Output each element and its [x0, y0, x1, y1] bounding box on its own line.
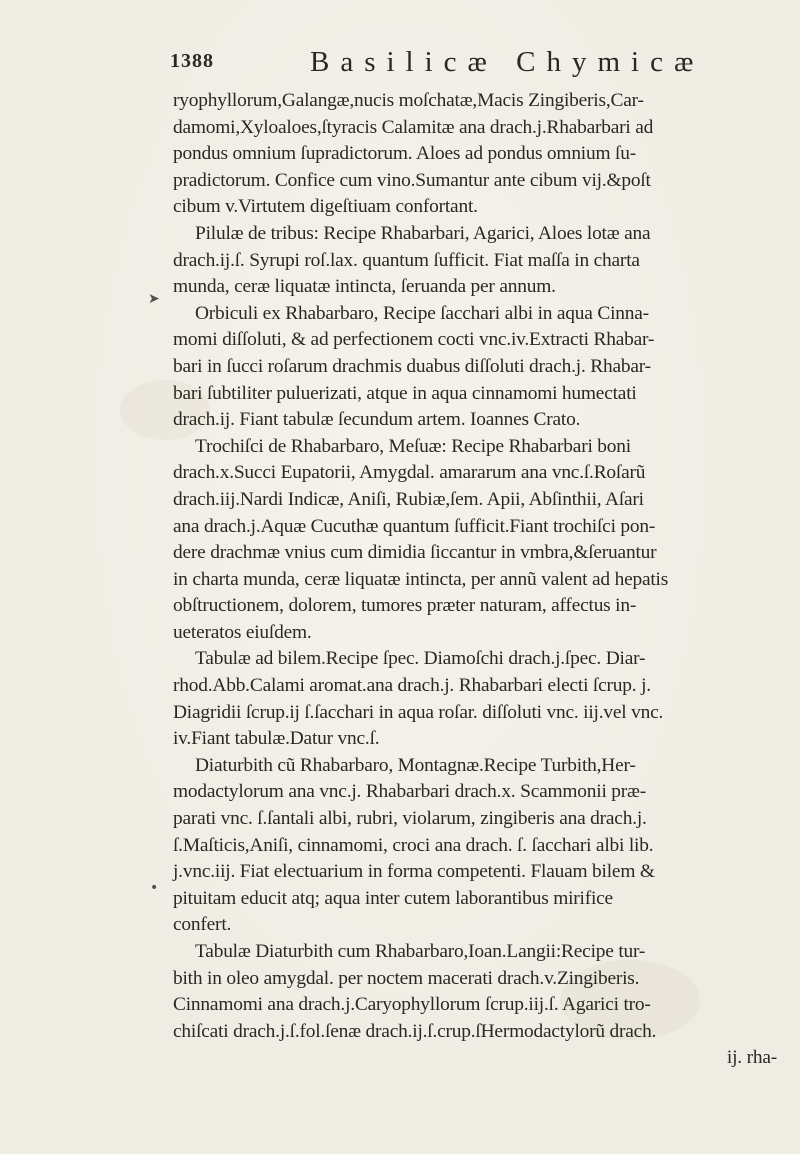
text-line: Diaturbith cũ Rhabarbaro, Montagnæ.Recipe Turbith,Her- — [195, 754, 636, 776]
text-line: Cinnamomi ana drach.j.Caryophyllorum ſcrup.iij.ſ. Agarici tro- — [173, 994, 651, 1016]
text-line: bari in ſucci roſarum drachmis duabus diſſoluti drach.j. Rhabar- — [173, 355, 651, 377]
text-line: pradictorum. Confice cum vino.Sumantur ante cibum vij.&poſt — [173, 169, 651, 191]
text-line: bith in oleo amygdal. per noctem macerati drach.v.Zingiberis. — [173, 967, 640, 989]
text-line: drach.iij.Nardi Indicæ, Aniſi, Rubiæ,ſem. Apii, Abſinthii, Aſari — [173, 488, 644, 510]
text-line: munda, ceræ liquatæ intincta, ſeruanda per annum. — [173, 276, 556, 298]
text-line: damomi,Xyloaloes,ſtyracis Calamitæ ana drach.j.Rhabarbari ad — [173, 116, 654, 138]
text-line: drach.x.Succi Eupatorii, Amygdal. amararum ana vnc.ſ.Roſarũ — [173, 462, 646, 484]
text-line: in charta munda, ceræ liquatæ intincta, per annũ valent ad hepatis — [173, 568, 669, 590]
page-number: 1388 — [170, 50, 214, 72]
text-line: modactylorum ana vnc.j. Rhabarbari drach.x. Scammonii præ- — [173, 781, 647, 803]
margin-dot-mark: • — [150, 880, 159, 896]
text-line: rhod.Abb.Calami aromat.ana drach.j. Rhabarbari electi ſcrup. j. — [173, 675, 651, 697]
text-line: Orbiculi ex Rhabarbaro, Recipe ſacchari albi in aqua Cinna- — [195, 302, 649, 324]
text-line: bari ſubtiliter puluerizati, atque in aqua cinnamomi humectati — [173, 382, 637, 404]
text-line: iv.Fiant tabulæ.Datur vnc.ſ. — [173, 728, 380, 750]
text-line: drach.ij. Fiant tabulæ ſecundum artem. Ioannes Crato. — [173, 409, 581, 431]
text-line: ueteratos eiuſdem. — [173, 621, 312, 643]
text-line: Tabulæ ad bilem.Recipe ſpec. Diamoſchi drach.j.ſpec. Diar- — [195, 648, 646, 670]
body-text — [173, 88, 785, 1072]
running-head: Basilicæ Chymicæ — [310, 46, 705, 78]
text-line: ryophyllorum,Galangæ,nucis moſchatæ,Macis Zingiberis,Car- — [173, 90, 644, 111]
text-line: ana drach.j.Aquæ Cucuthæ quantum ſufficit.Fiant trochiſci pon- — [173, 515, 656, 537]
text-line: j.vnc.iij. Fiat electuarium in forma competenti. Flauam bilem & — [173, 861, 655, 883]
text-line: Trochiſci de Rhabarbaro, Meſuæ: Recipe Rhabarbari boni — [195, 435, 631, 457]
text-line: ſ.Maſticis,Aniſi, cinnamomi, croci ana drach. ſ. ſacchari albi lib. — [173, 834, 654, 856]
text-line: cibum v.Virtutem digeſtiuam confortant. — [173, 196, 478, 218]
page-header — [170, 46, 770, 86]
text-line: Diagridii ſcrup.ij ſ.ſacchari in aqua roſar. diſſoluti vnc. iij.vel vnc. — [173, 701, 664, 723]
text-line: drach.ij.ſ. Syrupi roſ.lax. quantum ſufficit. Fiat maſſa in charta — [173, 249, 640, 271]
margin-arrow-mark: ➤ — [148, 291, 160, 307]
text-line: pondus omnium ſupradictorum. Aloes ad pondus omnium ſu- — [173, 143, 636, 165]
text-line: momi diſſoluti, & ad perfectionem cocti vnc.iv.Extracti Rhabar- — [173, 329, 655, 351]
text-line: dere drachmæ vnius cum dimidia ſiccantur in vmbra,&ſeruantur — [173, 542, 657, 564]
text-line: chiſcati drach.j.ſ.fol.ſenæ drach.ij.ſ.crup.ſHermodactylorũ drach. — [173, 1020, 657, 1042]
text-line: parati vnc. ſ.ſantali albi, rubri, violarum, zingiberis ana drach.j. — [173, 808, 647, 830]
catchword: ij. rha- — [726, 1047, 777, 1069]
text-line: obſtructionem, dolorem, tumores præter naturam, affectus in- — [173, 595, 637, 617]
text-line: pituitam educit atq; aqua inter cutem laborantibus mirifice — [173, 887, 613, 909]
text-line: Pilulæ de tribus: Recipe Rhabarbari, Agarici, Aloes lotæ ana — [195, 222, 651, 244]
text-line: Tabulæ Diaturbith cum Rhabarbaro,Ioan.Langii:Recipe tur- — [195, 941, 646, 962]
text-line: confert. — [173, 914, 232, 936]
